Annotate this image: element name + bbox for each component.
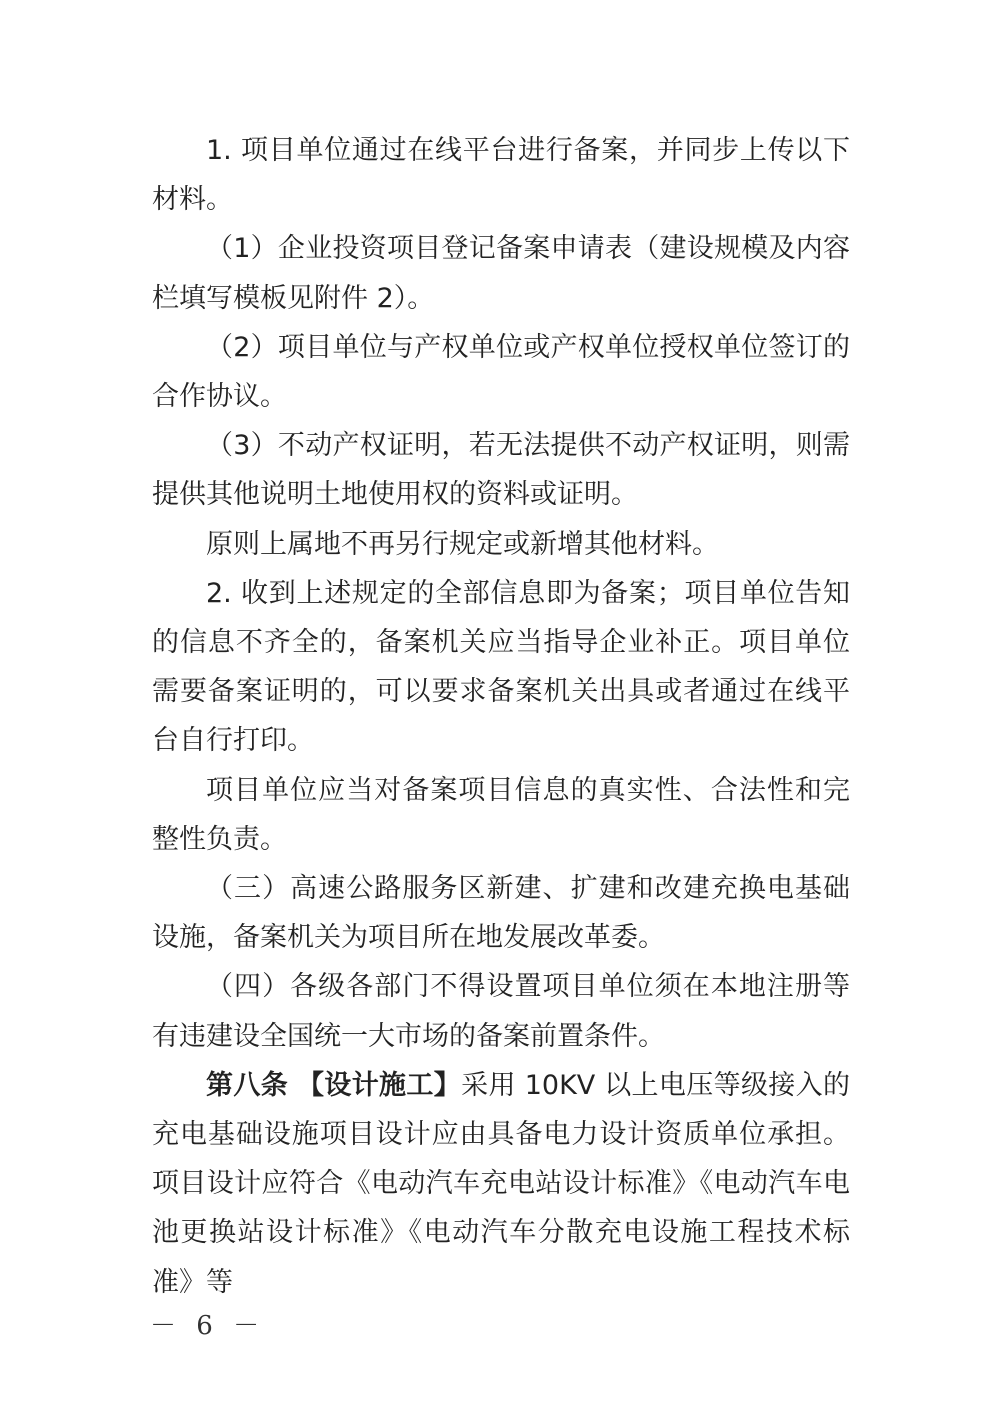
paragraph-subitem-3-property-certificate: （3）不动产权证明，若无法提供不动产权证明，则需提供其他说明土地使用权的资料或证明。: [152, 430, 850, 511]
paragraph-no-extra-materials: 原则上属地不再另行规定或新增其他材料。: [206, 528, 719, 560]
paragraph-section-3-highway: （三）高速公路服务区新建、扩建和改建充换电基础设施，备案机关为项目所在地发展改革委。: [152, 873, 850, 954]
article-8-paragraph: [152, 1061, 850, 1307]
article-8-heading: 第八条: [206, 1069, 289, 1101]
article-8-tag: 【设计施工】: [297, 1069, 462, 1101]
document-body: [152, 126, 850, 1307]
paragraph-responsibility: 项目单位应当对备案项目信息的真实性、合法性和完整性负责。: [152, 774, 850, 855]
paragraph-subitem-2-cooperation-agreement: （2）项目单位与产权单位或产权单位授权单位签订的合作协议。: [152, 331, 850, 413]
page-number: － 6 －: [150, 1311, 266, 1341]
paragraph-item-1-filing: 1. 项目单位通过在线平台进行备案，并同步上传以下材料。: [152, 135, 850, 216]
paragraph-subitem-1-application-form: （1）企业投资项目登记备案申请表（建设规模及内容栏填写模板见附件 2）。: [152, 233, 850, 314]
paragraph-section-4-no-preconditions: （四）各级各部门不得设置项目单位须在本地注册等有违建设全国统一大市场的备案前置条件。: [152, 971, 850, 1052]
paragraph-item-2-filing-complete: 2. 收到上述规定的全部信息即为备案；项目单位告知的信息不齐全的，备案机关应当指导企业补正。项目单位需要备案证明的，可以要求备案机关出具或者通过在线平台自行打印。: [152, 577, 850, 757]
article-8-text: 采用 10KV 以上电压等级接入的充电基础设施项目设计应由具备电力设计资质单位承担。项目设计应符合《电动汽车充电站设计标准》《电动汽车电池更换站设计标准》《电动汽车分散充电设施工程技术标准》等: [152, 1069, 851, 1298]
